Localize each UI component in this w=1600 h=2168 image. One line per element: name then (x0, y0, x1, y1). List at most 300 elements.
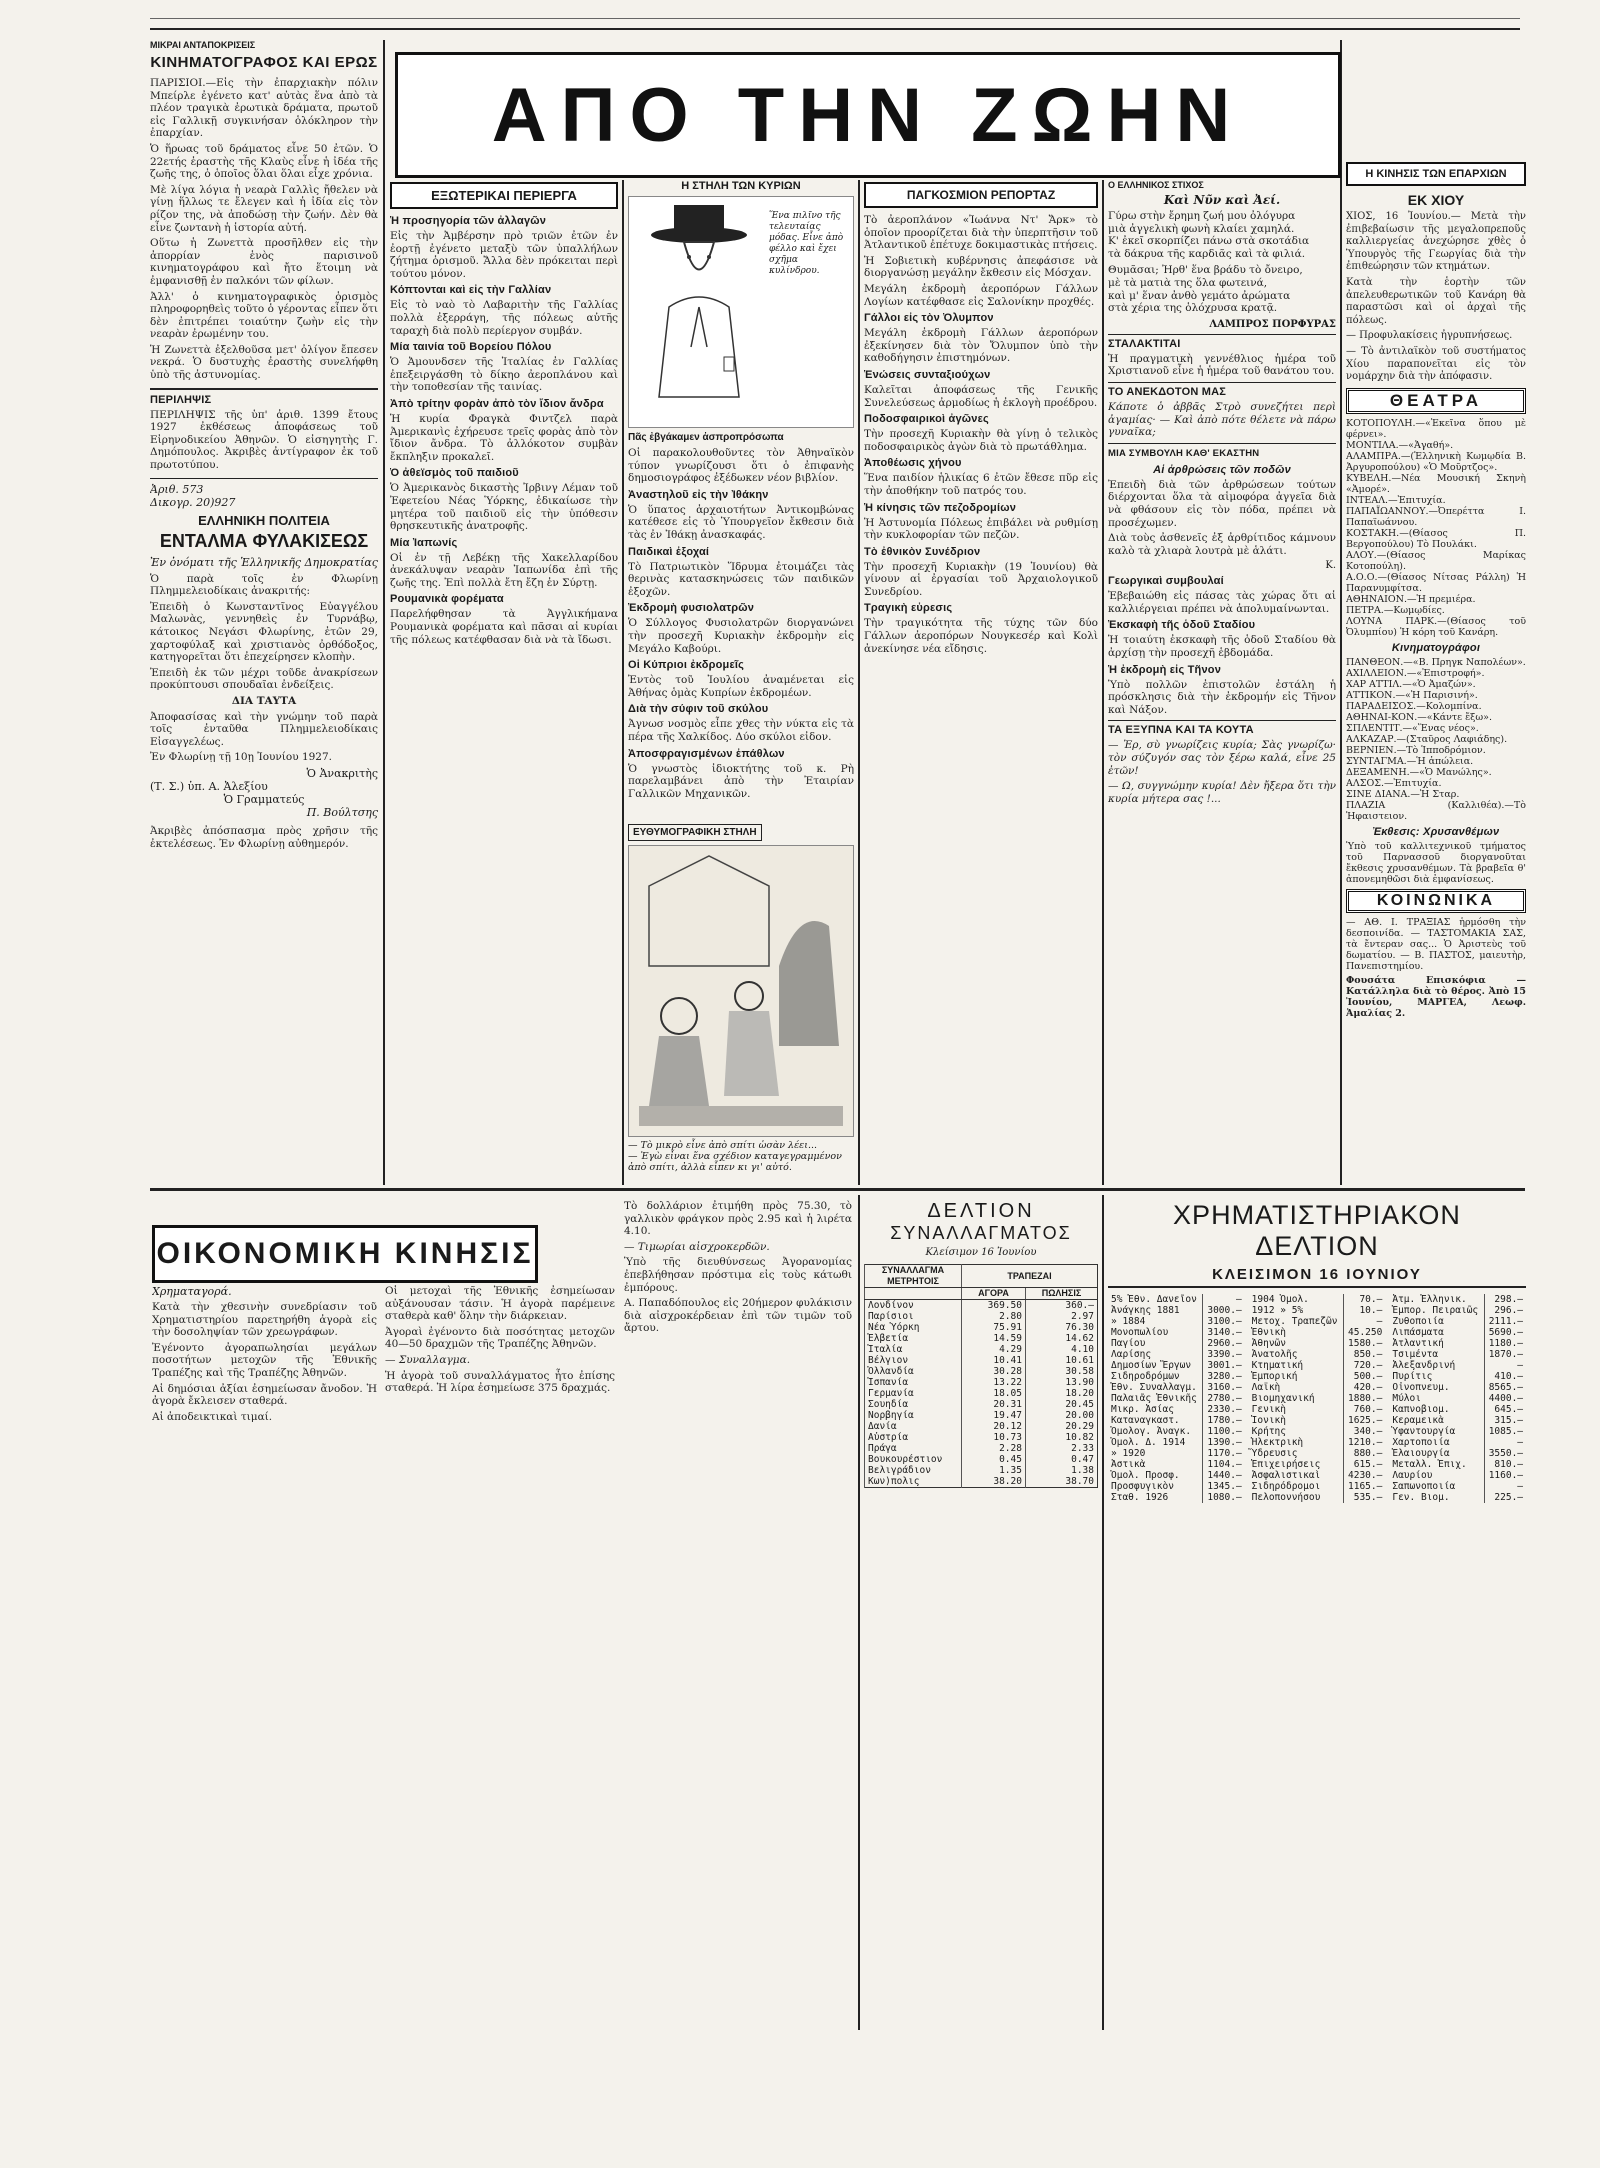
bourse-cell-name: Οἰνοπνευμ. (1392, 1382, 1450, 1393)
signature-clerk: Ὁ Γραμματεύς (223, 792, 305, 806)
paragraph: Ἡ τοιαύτη ἐκσκαφὴ τῆς ὁδοῦ Σταδίου θὰ ἀρχίσῃ τὴν προσεχῆ ἑβδομάδα. (1108, 634, 1336, 660)
paragraph: Οἱ παρακολουθοῦντες τὸν Ἀθηναϊκὸν τύπον γνωρίζουσι ὅτι ὁ ἐπιφανὴς δημοσιογράφος ἐξέδωκεν νέον βιβλίον. (628, 447, 854, 485)
bourse-cell-value: 615.— (1343, 1459, 1385, 1470)
cinema-item: ΑΧΙΛΛΕΙΟΝ.—«Ἐπιστροφή». (1346, 667, 1485, 679)
paragraph: Μεγάλη ἐκδρομὴ ἀεροπόρων Γάλλων Λογίων κατέφθασε εἰς Σαλονίκην προχθές. (864, 282, 1098, 308)
bourse-cell-name: Καπνοβιομ. (1392, 1404, 1450, 1415)
subhead: Ὁ ἀθεϊσμὸς τοῦ παιδιοῦ (390, 467, 519, 480)
bourse-cell-name: Μονοπωλίου (1111, 1327, 1169, 1338)
fx-table (864, 1264, 1098, 1488)
bourse-cell-name: Λαϊκὴ (1251, 1382, 1281, 1393)
bourse-table (1108, 1294, 1245, 1503)
paragraph: Αἱ δημόσιαι ἀξίαι ἐσημείωσαν ἄνοδον. Ἡ ἀγορὰ ἔκλεισεν σταθερά. (152, 1382, 377, 1408)
bourse-cell-name: Ἀθηνῶν (1251, 1338, 1286, 1349)
bourse-cell-name: Κρήτης (1251, 1426, 1286, 1437)
paragraph: Ὁ γνωστὸς ἰδιοκτήτης τοῦ κ. Ρὴ παρελαμβάνει ἀπὸ τὴν Ἐταιρίαν Γαλλικῶν Μηχανικῶν. (628, 762, 854, 800)
paragraph: ΔΙΑ ΤΑΥΤΑ (231, 694, 297, 707)
bourse-cell-value: — (1203, 1294, 1245, 1305)
bourse-row (1108, 1294, 1245, 1305)
bourse-row (1249, 1371, 1386, 1382)
bourse-cell-value: 4400.— (1484, 1393, 1526, 1404)
bourse-row (1108, 1382, 1245, 1393)
cinema-item: ΑΛΚΑΖΑΡ.—(Σταῦρος Λαφιάδης). (1346, 733, 1508, 745)
bourse-cell-value: 3000.— (1203, 1305, 1245, 1316)
bourse-cell-value: 1440.— (1203, 1470, 1245, 1481)
theatre-item: ΠΑΠΑΪΩΑΝΝΟΥ.—Ὀπερέττα Ι. Παπαϊωάννου. (1346, 505, 1526, 528)
fx-bulletin (864, 1200, 1098, 2030)
column-rule (858, 180, 860, 1185)
signature: Κ. (1325, 560, 1336, 572)
theatre-item: ΑΘΗΝΑΙΟΝ.—Ἡ πρεμιέρα. (1346, 593, 1476, 605)
bourse-cell-name: Σταθ. 1926 (1111, 1492, 1169, 1503)
fx-row (865, 1432, 1098, 1443)
bourse-cell-name: Χαρτοποιία (1392, 1437, 1450, 1448)
poem-line: στὰ χέρια της ὁλόχρυσα κρατᾷ. (1108, 302, 1278, 315)
paragraph: Ἐπειδὴ διὰ τῶν ἀρθρώσεων τούτων διέρχονται ὅλα τὰ αἱμοφόρα ἀγγεῖα διὰ νὰ φθάσουν εἰς τὸν πόδα, πρέπει νὰ προσέχωμεν. (1108, 478, 1336, 529)
section-rule (150, 1188, 1525, 1191)
cinema-item: ΣΥΝΤΑΓΜΑ.—Ἡ ἀπώλεια. (1346, 755, 1474, 767)
bourse-row (1108, 1316, 1245, 1327)
fx-cell-name: Κων)πολις (865, 1476, 962, 1488)
bourse-cell-name: Γενικὴ (1251, 1404, 1286, 1415)
bourse-row (1389, 1338, 1526, 1349)
bourse-cell-name: Ἀτλαντική (1392, 1338, 1444, 1349)
bourse-cell-value: 420.— (1343, 1382, 1385, 1393)
subhead: Ἑνώσεις συνταξιούχων (864, 368, 991, 381)
section-heading: ΠΑΓΚΟΣΜΙΟΝ ΡΕΠΟΡΤΑΖ (864, 182, 1098, 208)
bourse-cell-name: Ἀσφαλιστικαὶ (1251, 1470, 1321, 1481)
fx-cell-sell: 20.00 (1025, 1410, 1097, 1421)
bourse-row (1108, 1481, 1245, 1492)
bourse-row (1108, 1448, 1245, 1459)
notice-title: ΠΕΡΙΛΗΨΙΣ (150, 393, 212, 406)
theatre-heading: ΘΕΑΤΡΑ (1346, 388, 1526, 414)
fx-row (865, 1399, 1098, 1410)
bourse-cell-value: 410.— (1484, 1371, 1526, 1382)
fx-cell-sell: 10.61 (1025, 1355, 1097, 1366)
signature-seal: (Τ. Σ.) ὑπ. Α. Ἀλεξίου (150, 779, 268, 793)
fx-date: Κλείσιμον 16 Ἰουνίου (925, 1247, 1037, 1258)
bourse-row (1249, 1426, 1386, 1437)
subhead: Παιδικαὶ ἐξοχαί (628, 545, 710, 558)
section-heading: Η ΚΙΝΗΣΙΣ ΤΩΝ ΕΠΑΡΧΙΩΝ (1346, 162, 1526, 186)
fx-cell-buy: 2.80 (962, 1311, 1026, 1322)
fx-row (865, 1344, 1098, 1355)
fx-cell-sell: 0.47 (1025, 1454, 1097, 1465)
fx-cell-buy: 10.41 (962, 1355, 1026, 1366)
column-rule (622, 180, 624, 1185)
fx-cell-sell: 18.20 (1025, 1388, 1097, 1399)
bourse-cell-value: 1170.— (1203, 1448, 1245, 1459)
poem-line: Θυμᾶσαι; Ἠρθ' ἕνα βράδυ τὸ ὄνειρο, (1108, 264, 1303, 277)
bourse-cell-name: Τσιμέντα (1392, 1349, 1439, 1360)
theatre-item: ΚΟΣΤΑΚΗ.—(Θίασος Π. Βεργοπούλου) Τὸ Πουλάκι. (1346, 527, 1526, 550)
column-world (864, 180, 1098, 1185)
paragraph: Τὸ Πατριωτικὸν Ἵδρυμα ἐτοιμάζει τὰς θερινὰς κατασκηνώσεις τῶν παιδικῶν ἐξοχῶν. (628, 560, 854, 598)
column-foreign (390, 180, 618, 1185)
bourse-cell-name: Μεταλλ. Ἐπιχ. (1392, 1459, 1467, 1470)
bourse-cell-name: Πυρίτις (1392, 1371, 1433, 1382)
article-title: ΚΙΝΗΜΑΤΟΓΡΑΦΟΣ ΚΑΙ ΕΡΩΣ (150, 54, 378, 71)
fx-cell-buy: 4.29 (962, 1344, 1026, 1355)
fx-row (865, 1366, 1098, 1377)
bourse-cell-value: 1345.— (1203, 1481, 1245, 1492)
subhead: ΤΑ ΕΞΥΠΝΑ ΚΑΙ ΤΑ ΚΟΥΤΑ (1108, 720, 1336, 737)
paragraph: Ἐπειδὴ ὁ Κωνσταντῖνος Εὐαγγέλου Μαλωνὰς, γεννηθεὶς ἐν Τυρνάβῳ, κάτοικος Νεγάσι Φλωρίνης, ἐτῶν 29, χαρτοφύλαξ καὶ χριστιανὸς ὀρθόδοξος, κατηγορεῖται ὅτι ἐπεχείρησεν κλοπὴν. (150, 600, 378, 664)
bourse-cell-name: Γεν. Βιομ. (1392, 1492, 1450, 1503)
fx-cell-sell: 76.30 (1025, 1322, 1097, 1333)
fx-cell-name: Ἰταλία (865, 1344, 962, 1355)
bourse-row (1389, 1481, 1526, 1492)
paragraph: Τὴν προσεχῆ Κυριακὴν (19 Ἰουνίου) θὰ γίνουν αἱ ἐργασίαι τοῦ Ἀρχαιολογικοῦ Συνεδρίου. (864, 560, 1098, 598)
bourse-row (1249, 1459, 1386, 1470)
fx-col-header: ΣΥΝΑΛΛΑΓΜΑ ΜΕΤΡΗΤΟΙΣ (865, 1265, 962, 1288)
subhead: Διὰ τὴν σύφιν τοῦ σκύλου (628, 703, 769, 716)
fx-title: ΣΥΝΑΛΛΑΓΜΑΤΟΣ (890, 1223, 1072, 1243)
bourse-cell-value: 225.— (1484, 1492, 1526, 1503)
paragraph: — Προφυλακίσεις ἠγρυπνήσεως. (1346, 330, 1513, 342)
bourse-cell-value: 2960.— (1203, 1338, 1245, 1349)
poem-line: Γύρω στὴν ἔρημη ζωή μου ὀλόγυρα (1108, 210, 1296, 222)
bourse-row (1108, 1327, 1245, 1338)
bourse-cell-value: 3140.— (1203, 1327, 1245, 1338)
bourse-row (1389, 1459, 1526, 1470)
bourse-cell-value: 1780.— (1203, 1415, 1245, 1426)
fx-cell-name: Λονδίνον (865, 1300, 962, 1312)
paragraph: Ἀγοραὶ ἐγένοντο διὰ ποσότητας μετοχῶν 40—50 δραχμῶν τῆς Τραπέζης Ἀθηνῶν. (385, 1325, 615, 1351)
reference: Ἀριθ. 573 (150, 482, 204, 496)
fx-cell-name: Νορβηγία (865, 1410, 962, 1421)
bourse-row (1389, 1371, 1526, 1382)
banner-title: ΑΠΟ ΤΗΝ ΖΩΗΝ (491, 72, 1245, 158)
bourse-cell-name: 5% Ἐθν. Δανεῖον (1111, 1294, 1197, 1305)
bourse-cell-value: 340.— (1343, 1426, 1385, 1437)
subhead: Μία Ἰαπωνίς (390, 536, 458, 549)
bourse-cell-name: Παγίου (1111, 1338, 1146, 1349)
subhead: Ἡ προσηγορία τῶν ἀλλαγῶν (390, 215, 547, 227)
poem-line: μὲ τὰ ματιὰ της ὅλα φωτεινά, (1108, 276, 1268, 289)
fx-row (865, 1421, 1098, 1432)
paragraph: Ἡ Ἀστυνομία Πόλεως ἐπιβάλει νὰ ρυθμίσῃ τὴν κυκλοφορίαν τῶν πεζῶν. (864, 516, 1098, 542)
fx-row (865, 1443, 1098, 1454)
bourse-cell-value: 880.— (1343, 1448, 1385, 1459)
bourse-row (1389, 1492, 1526, 1503)
bourse-cell-value: 8565.— (1484, 1382, 1526, 1393)
subhead: ΕΚ ΧΙΟΥ (1407, 192, 1465, 208)
bourse-cell-value: 1180.— (1484, 1338, 1526, 1349)
bourse-row (1249, 1360, 1386, 1371)
bourse-cell-value: 1160.— (1484, 1470, 1526, 1481)
fx-cell-sell: 14.62 (1025, 1333, 1097, 1344)
subhead: Μία ταινία τοῦ Βορείου Πόλου (390, 341, 552, 354)
humor-caption: — Ἐγὼ εἶναι ἕνα σχέδιον καταγεγραμμένον ἀπὸ σπίτι, ἀλλὰ εἶπεν κι γι' αὐτό. (628, 1151, 842, 1173)
bourse-cell-value: — (1484, 1360, 1526, 1371)
bourse-cell-name: 1904 Ὁμολ. (1251, 1294, 1309, 1305)
bourse-row (1249, 1294, 1386, 1305)
notice-text: ΠΕΡΙΛΗΨΙΣ τῆς ὑπ' ἀριθ. 1399 ἔτους 1927 ἐκθέσεως ἀποφάσεως τοῦ Εἰρηνοδικείου Ἀθηνῶν. Ὁ εἰσηγητὴς Γ. Δημόπουλος. Ἀκριβὲς ἀντίγραφον ἐκ τοῦ πρωτοτύπου. (150, 408, 378, 472)
bourse-row (1108, 1426, 1245, 1437)
fx-row (865, 1311, 1098, 1322)
paragraph: Ὁ ἥρωας τοῦ δράματος εἶνε 50 ἐτῶν. Ὁ 22ετής ἐραστὴς τῆς Κλαὺς εἶνε ἡ ἰδέα τῆς ζωῆς της, ὁ ὁποῖος ὅλαι ὅλαι εἶχε χρόνια. (150, 142, 378, 181)
fx-cell-name: Ἰσπανία (865, 1377, 962, 1388)
poem-line: μιὰ ἀγγελικὴ φωνὴ κλαίει χαμηλά. (1108, 222, 1295, 235)
subhead: Ἡ ἐκδρομὴ εἰς Τῆνον (1108, 663, 1222, 676)
paragraph: Ἐγένοντο ἀγοραπωλησίαι μεγάλων ποσοτήτων μετοχῶν τῆς Ἐθνικῆς Τραπέζης καὶ τῆς Τραπέζης Ἀθηνῶν. (152, 1341, 377, 1379)
bourse-row (1108, 1393, 1245, 1404)
poem-line: καὶ μ' ἕναν ἀνθὸ γεμάτο ἀρώματα (1108, 289, 1291, 302)
bourse-cell-name: Ἐπιχειρήσεις (1251, 1459, 1321, 1470)
bourse-cell-value: 1880.— (1343, 1393, 1385, 1404)
cinema-item: ΣΠΛΕΝΤΙΤ.—«Ἕνας νέος». (1346, 722, 1479, 734)
fx-cell-sell: 30.58 (1025, 1366, 1097, 1377)
bourse-row (1389, 1404, 1526, 1415)
fx-cell-name: Γερμανία (865, 1388, 962, 1399)
paragraph: Οὕτω ἡ Ζωνεττὰ προσῆλθεν εἰς τὴν ἀπορρίαν ἑνὸς παρισινοῦ κινηματογράφου καὶ ἤτο ἕτοιμη νὰ ἐμφανισθῇ ἐν παλκόνι τῶν φίλων. (150, 237, 378, 287)
theatre-item: ΜΟΝΤΙΛΑ.—«Ἀγαθή». (1346, 439, 1454, 451)
paragraph: Διὰ τοὺς ἀσθενεῖς ἐξ ἀρθρίτιδος κάμνουν καλὸ τὰ χλιαρὰ λουτρὰ μὲ ἁλάτι. (1108, 532, 1336, 557)
bourse-row (1108, 1415, 1245, 1426)
subhead: Ἡ κίνησις τῶν πεζοδρομίων (864, 501, 1017, 514)
subhead: Ἐκσκαφὴ τῆς ὁδοῦ Σταδίου (1108, 619, 1256, 632)
poem-line: Κ' ἐκεῖ σκορπίζει πάνω στὰ σκοτάδια (1108, 235, 1310, 248)
bourse-row (1389, 1448, 1526, 1459)
paragraph: — Ω, συγγνώμην κυρία! Δὲν ἤξερα ὅτι τὴν κυρία μήτερα σας !... (1108, 780, 1336, 805)
economy-col-1 (152, 1285, 377, 2030)
cinema-item: ΠΑΝΘΕΟΝ.—«Β. Πρηγκ Ναπολέων». (1346, 656, 1526, 668)
bourse-cell-value: 3280.— (1203, 1371, 1245, 1382)
subhead: Οἱ Κύπριοι ἐκδρομεῖς (628, 659, 745, 672)
paragraph: Οἱ μετοχαὶ τῆς Ἐθνικῆς ἐσημείωσαν αὐξάνουσαν τάσιν. Ἡ ἀγορὰ παρέμεινε σταθερὰ καθ' ὅλην τὴν διάρκειαν. (385, 1285, 615, 1323)
subhead: Τραγικὴ εὑρεσις (864, 602, 953, 615)
fx-cell-buy: 30.28 (962, 1366, 1026, 1377)
humor-illustration (628, 845, 854, 1137)
paragraph: Τὴν τραγικότητα τῆς τύχης τῶν δύο Γάλλων ἀεροπόρων Νουγκεσέρ καὶ Κολὶ ἀνεκίνησε νέα εἴδησις. (864, 617, 1098, 655)
fx-cell-name: Δανία (865, 1421, 962, 1432)
economy-title: ΟΙΚΟΝΟΜΙΚΗ ΚΙΝΗΣΙΣ (156, 1237, 534, 1270)
bourse-cell-value: 4230.— (1343, 1470, 1385, 1481)
bourse-table (1389, 1294, 1526, 1503)
fx-cell-name: Βέλγιον (865, 1355, 962, 1366)
bourse-cell-name: Ἐθνικὴ (1251, 1327, 1286, 1338)
paragraph: Ὑπὸ πολλῶν ἐπιστολῶν ἐστάλη ἡ πρόσκλησις διὰ τὴν ἐκδρομήν εἰς Τῆνον καὶ Νάξον. (1108, 678, 1336, 716)
column-rule (1102, 180, 1104, 1185)
section-heading: Η ΣΤΗΛΗ ΤΩΝ ΚΥΡΙΩΝ (681, 180, 801, 192)
column-rule (858, 1195, 860, 2030)
bourse-row (1249, 1327, 1386, 1338)
bourse-cell-value: 1165.— (1343, 1481, 1385, 1492)
subhead: Ἐκθεσις: Χρυσανθέμων (1372, 825, 1500, 838)
fx-cell-buy: 75.91 (962, 1322, 1026, 1333)
fx-cell-sell: 13.90 (1025, 1377, 1097, 1388)
cinema-item: ΠΛΑΖΙΑ (Καλλιθέα).—Τὸ Ἡφαιστειον. (1346, 799, 1526, 822)
bourse-cell-name: Ἀνάγκης 1881 (1111, 1305, 1180, 1316)
warrant-subtitle: Ἐν ὀνόματι τῆς Ἑλληνικῆς Δημοκρατίας (150, 555, 378, 569)
column-rule (383, 40, 385, 1185)
fx-col-header: ΠΩΛΗΣΙΣ (1025, 1288, 1097, 1300)
bourse-cell-name: Ἀλεξανδρινή (1392, 1360, 1456, 1371)
bourse-cell-value: 810.— (1484, 1459, 1526, 1470)
economy-col-2 (385, 1285, 615, 2030)
fx-row (865, 1388, 1098, 1399)
signature-name: Π. Βούλτσης (306, 805, 378, 819)
paragraph: Α. Παπαδόπουλος εἰς 20ήμερον φυλάκισιν διὰ αἰσχροκέρδειαν ἐπὶ τῶν τιμῶν τοῦ ἄρτου. (624, 1297, 852, 1335)
top-rule (150, 18, 1520, 19)
bourse-cell-value: — (1484, 1437, 1526, 1448)
bourse-row (1389, 1316, 1526, 1327)
paragraph: Κατὰ τὴν χθεσινὴν συνεδρίασιν τοῦ Χρηματιστηρίου παρετηρήθη ἀγορὰ εἰς τὴν δοσοληψίαν τῶν χρεωγράφων. (152, 1301, 377, 1339)
bourse-cell-name: Μικρ. Ἀσίας (1111, 1404, 1174, 1415)
fx-cell-buy: 2.28 (962, 1443, 1026, 1454)
bourse-row (1249, 1305, 1386, 1316)
bourse-cell-name: Ἀτμ. Ἑλληνικ. (1392, 1294, 1467, 1305)
bourse-cell-value: 2111.— (1484, 1316, 1526, 1327)
fx-cell-buy: 10.73 (962, 1432, 1026, 1443)
bourse-cell-value: 1390.— (1203, 1437, 1245, 1448)
fx-cell-buy: 14.59 (962, 1333, 1026, 1344)
caption-side: Ἕνα πιλῖνο τῆς τελευταίας μόδας. Εἶνε ἀπὸ φέλλο καὶ ἔχει σχῆμα κυλίνδρου. (769, 211, 844, 276)
paragraph: Ἡ Σοβιετικὴ κυβέρνησις ἀπεφάσισε νὰ διοργανώσῃ μεγάλην ἔκθεσιν εἰς Μόσχαν. (864, 254, 1098, 280)
column-rule (1102, 1195, 1104, 2030)
bourse-row (1249, 1338, 1386, 1349)
bourse-cell-value: 645.— (1484, 1404, 1526, 1415)
paragraph: Ἡ Ζωνεττὰ ἐξελθοῦσα μετ' ὀλίγον ἔπεσεν νεκρά. Ὁ δυστυχὴς ἐραστὴς συνελήφθη ὑπὸ τῆς ἀστυνομίας. (150, 343, 378, 382)
subhead: ΣΤΑΛΑΚΤΙΤΑΙ (1108, 334, 1336, 351)
caption: Πᾶς ἐβγάκαμεν ἀσπροπρόσωπα (628, 432, 784, 443)
bourse-cell-value: 3100.— (1203, 1316, 1245, 1327)
top-rule-2 (150, 28, 1520, 30)
fx-cell-sell: 2.33 (1025, 1443, 1097, 1454)
bourse-cell-name: Ἐθν. Συναλλαγμ. (1111, 1382, 1197, 1393)
subhead: Γάλλοι εἰς τὸν Ὀλυμπον (864, 312, 994, 325)
bourse-row (1108, 1404, 1245, 1415)
bourse-cell-name: » 1884 (1111, 1316, 1146, 1327)
kicker: ΜΙΚΡΑΙ ΑΝΤΑΠΟΚΡΙΣΕΙΣ (150, 40, 256, 50)
paragraph: Ὁ ὕπατος ἀρχαιοτήτων Ἀντικομβώνας κατέθεσε εἰς τὸ Ὑπουργεῖον ἔκθεσιν διὰ τὰς ἐν Ἰθάκῃ ἀνασκαφάς. (628, 503, 854, 541)
paragraph: Ὁ παρὰ τοῖς ἐν Φλωρίνῃ Πλημμελειοδίκαις ἀνακριτής: (150, 572, 378, 598)
fx-cell-sell: 38.70 (1025, 1476, 1097, 1488)
bourse-cell-value: 1080.— (1203, 1492, 1245, 1503)
bourse-row (1389, 1470, 1526, 1481)
bourse-cell-name: Δημοσίων Ἔργων (1111, 1360, 1192, 1371)
paragraph: Ὁ Σύλλογος Φυσιολατρῶν διοργανώνει τὴν προσεχῆ Κυριακὴν ἐκδρομὴν εἰς Μεγάλο Καβούρι. (628, 617, 854, 655)
fx-cell-sell: 1.38 (1025, 1465, 1097, 1476)
economy-col-3 (624, 1200, 852, 2030)
bourse-row (1249, 1437, 1386, 1448)
fx-row (865, 1476, 1098, 1488)
fx-cell-sell: 2.97 (1025, 1311, 1097, 1322)
bourse-cell-value: 3001.— (1203, 1360, 1245, 1371)
subhead: ΤΟ ΑΝΕΚΔΟΤΟΝ ΜΑΣ (1108, 382, 1336, 399)
cinema-item: ΑΘΗΝΑΙ-ΚΟΝ.—«Κάντε ἔξω». (1346, 711, 1492, 723)
bourse-cell-name: » 1920 (1111, 1448, 1146, 1459)
fx-cell-sell: 20.45 (1025, 1399, 1097, 1410)
column-rule (1340, 40, 1342, 1185)
bourse-row (1108, 1305, 1245, 1316)
fx-cell-name: Παρίσιοι (865, 1311, 962, 1322)
bourse-cell-value: 1210.— (1343, 1437, 1385, 1448)
paragraph: Καλεῖται ἀποφάσεως τῆς Γενικῆς Συνελεύσεως ἀρμοδίως ἡ ἐκλογὴ προέδρου. (864, 383, 1098, 409)
bourse-row (1389, 1426, 1526, 1437)
bourse-cell-name: Ὁμολ. Προσφ. (1111, 1470, 1180, 1481)
humor-box (628, 820, 854, 1185)
bourse-cell-name: Ὁμολογ. Ἀναγκ. (1111, 1426, 1192, 1437)
subhead: Κινηματογράφοι (1391, 641, 1481, 654)
subhead: Τὸ ἐθνικὸν Συνέδριον (864, 545, 981, 558)
bourse-row (1389, 1393, 1526, 1404)
section-heading: ΕΞΩΤΕΡΙΚΑΙ ΠΕΡΙΕΡΓΑ (390, 182, 618, 209)
bourse-cell-value: 1870.— (1484, 1349, 1526, 1360)
warrant-title: ΕΝΤΑΛΜΑ ΦΥΛΑΚΙΣΕΩΣ (159, 530, 369, 551)
masthead-banner (395, 52, 1341, 178)
bourse-cell-value: 1085.— (1484, 1426, 1526, 1437)
subhead: Αἱ ἀρθρώσεις τῶν ποδῶν (1153, 463, 1291, 476)
theatre-item: ΑΛΑΜΠΡΑ.—(Ἑλληνικὴ Κωμῳδία Β. Ἀργυροπούλου) «Ὁ Μοῦρτζος». (1346, 450, 1526, 473)
bourse-bulletin (1108, 1200, 1526, 2030)
bourse-cell-value: 298.— (1484, 1294, 1526, 1305)
bourse-row (1108, 1360, 1245, 1371)
humor-caption: — Τὸ μικρὸ εἶνε ἀπὸ σπίτι ὡσὰν λέει... (628, 1140, 818, 1151)
paragraph: Ἡ ἀγορὰ τοῦ συναλλάγματος ἦτο ἐπίσης σταθερά. Ἡ λίρα ἐσημείωσε 375 δραχμάς. (385, 1369, 615, 1395)
fx-row (865, 1454, 1098, 1465)
advert: Φουσάτα Επισκόφια — Κατάλληλα διὰ τὸ θέρος. Ἀπὸ 15 Ἰουνίου, ΜΑΡΓΕΑ, Λεωφ. Ἀμαλίας 2. (1346, 974, 1526, 1019)
bourse-cell-name: Ἠλεκτρικὴ (1251, 1437, 1304, 1448)
subhead: Ἀπὸ τρίτην φορὰν ἀπὸ τὸν ἴδιον ἄνδρα (390, 397, 604, 410)
fx-row (865, 1377, 1098, 1388)
paragraph: — Τιμωρίαι αἰσχροκερδῶν. (624, 1240, 770, 1253)
theatre-item: ΚΟΤΟΠΟΥΛΗ.—«Ἐκεῖνα ὅπου μὲ φέρνει». (1346, 417, 1526, 440)
fx-cell-sell: 360.— (1025, 1300, 1097, 1312)
bourse-row (1249, 1470, 1386, 1481)
fx-cell-buy: 38.20 (962, 1476, 1026, 1488)
hat-illustration (628, 196, 854, 428)
paragraph: Τὸ ἀεροπλάνον «Ἰωάννα Ντ' Ἄρκ» τὸ ὁποῖον προορίζεται διὰ τὴν ὑπερπτῆσιν τοῦ Ἀτλαντικοῦ ἐπέτυχε δοκιμαστικὰς πτήσεις. (864, 214, 1098, 252)
fx-cell-buy: 0.45 (962, 1454, 1026, 1465)
fx-cell-sell: 4.10 (1025, 1344, 1097, 1355)
bourse-row (1389, 1349, 1526, 1360)
paragraph: Ἀποφασίσας καὶ τὴν γνώμην τοῦ παρὰ τοῖς ἐνταῦθα Πλημμελειοδίκαις Εἰσαγγελέως. (150, 710, 378, 748)
fx-cell-buy: 20.31 (962, 1399, 1026, 1410)
bourse-cell-value: 2780.— (1203, 1393, 1245, 1404)
theatre-item: ΚΥΒΕΛΗ.—Νέα Μουσική Σκηνὴ «Ἀμορέ». (1346, 472, 1526, 495)
cinema-item: ΣΙΝΕ ΔΙΑΝΑ.—Ἡ Σταρ. (1346, 788, 1460, 800)
paragraph: Κατὰ τὴν ἑορτὴν τῶν ἀπελευθερωτικῶν τοῦ Κανάρη θὰ παραστῶσι καὶ οἱ ἀρχαὶ τῆς πόλεως. (1346, 276, 1526, 326)
bourse-cell-name: Ἀνατολῆς (1251, 1349, 1298, 1360)
fx-row (865, 1355, 1098, 1366)
bourse-row (1249, 1481, 1386, 1492)
bourse-row (1249, 1349, 1386, 1360)
bourse-row (1249, 1382, 1386, 1393)
bourse-cell-name: Σιδηρόδρομοι (1251, 1481, 1321, 1492)
column-right (1346, 160, 1526, 1185)
bourse-cell-value: 535.— (1343, 1492, 1385, 1503)
bourse-row (1249, 1415, 1386, 1426)
humor-heading: ΕΥΘΥΜΟΓΡΑΦΙΚΗ ΣΤΗΛΗ (628, 824, 762, 841)
fx-cell-sell: 10.82 (1025, 1432, 1097, 1443)
paragraph: Αἱ ἀποδεικτικαὶ τιμαί. (152, 1410, 273, 1423)
fx-cell-buy: 19.47 (962, 1410, 1026, 1421)
bourse-cell-name: Βιομηχανική (1251, 1393, 1315, 1404)
subhead: Ἐκδρομὴ φυσιολατρῶν (628, 602, 755, 615)
paragraph: — Ἐρ, σὺ γνωρίζεις κυρία; Σὰς γνωρίζω· τὸν σύζυγόν σας τὸν ξέρω καλά, εἶνε 25 ἐτῶν! (1108, 739, 1336, 777)
bourse-cell-value: 3390.— (1203, 1349, 1245, 1360)
bourse-row (1108, 1338, 1245, 1349)
theatre-item: ΙΝΤΕΑΛ.—Ἐπιτυχία. (1346, 494, 1446, 506)
paragraph: Ἡ κυρία Φραγκὰ Φιντζελ παρὰ Ἀμερικανὶς ἐχήρευσε τρεῖς φορὰς ἀπὸ τὸν ἴδιον ἄνδρα. Τὸ ἀλλόκοτον συμβὰν ἔκπληξιν προκαλεῖ. (390, 412, 618, 463)
fx-row (865, 1465, 1098, 1476)
fx-cell-name: Πράγα (865, 1443, 962, 1454)
bourse-cell-name: Καταναγκαστ. (1111, 1415, 1180, 1426)
bourse-cell-name: Σαπωνοποιία (1392, 1481, 1456, 1492)
